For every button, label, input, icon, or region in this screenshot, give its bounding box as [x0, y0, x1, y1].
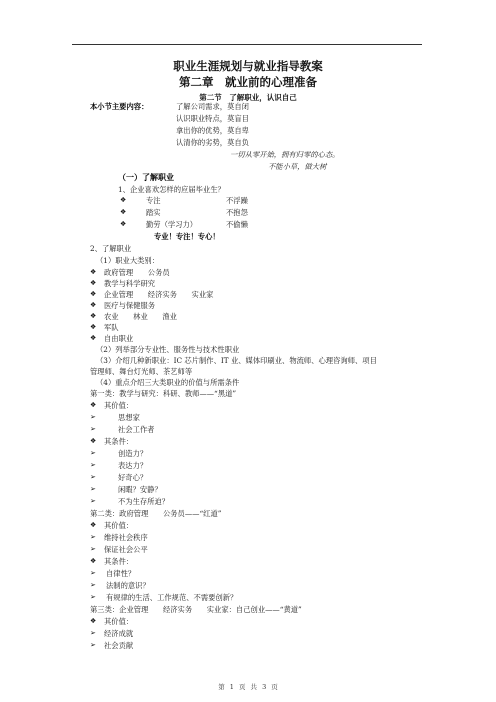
part1-heading: （一）了解职业	[118, 173, 174, 182]
arrow-bullet-icon: ➢	[90, 533, 96, 541]
diamond-bullet-icon: ❖	[90, 401, 97, 409]
intro-item: 认清你的劣势，莫自负	[176, 138, 249, 147]
diamond-bullet-icon: ❖	[90, 437, 97, 445]
category-item: 农业 林业 渔业	[104, 312, 177, 321]
diamond-bullet-icon: ❖	[90, 312, 97, 320]
arrow-bullet-icon: ➢	[90, 497, 96, 505]
question-text: 1、企业喜欢怎样的应届毕业生？	[118, 185, 225, 194]
values-label: 其价值：	[104, 521, 134, 530]
category-item: 自由职业	[104, 334, 134, 343]
list-item: 思想家	[118, 413, 140, 422]
arrow-bullet-icon: ➢	[90, 569, 96, 577]
intro-item: 认识职业特点，莫盲目	[176, 114, 249, 123]
category-heading: 第三类：企业管理 经济实务 实业家：自己创业——“黄道”	[90, 605, 302, 614]
trait-left: 专注	[146, 196, 161, 205]
quote-line: 不能小草，做大树	[268, 162, 327, 171]
diamond-bullet-icon: ❖	[90, 268, 97, 276]
list-item: 保证社会公平	[104, 545, 148, 554]
trait-right: 不浮躁	[226, 196, 248, 205]
diamond-bullet-icon: ❖	[90, 301, 97, 309]
category-item: 医疗与保健服务	[104, 301, 156, 310]
category-item: 政府管理 公务员	[104, 268, 170, 277]
list-item: 社会贡献	[104, 641, 134, 650]
page-footer: 第 1 页 共 3 页	[218, 683, 278, 691]
list-item: 创造力？	[118, 449, 148, 458]
diamond-bullet-icon: ❖	[90, 521, 97, 529]
conditions-label: 其条件：	[104, 437, 134, 446]
list-item: 闲暇？安静？	[118, 485, 162, 494]
list-item: 社会工作者	[118, 425, 155, 434]
arrow-bullet-icon: ➢	[90, 641, 96, 649]
diamond-bullet-icon: ❖	[120, 220, 127, 228]
diamond-bullet-icon: ❖	[120, 208, 127, 216]
trait-right: 不偷懒	[226, 220, 248, 229]
list-item: 维持社会秩序	[104, 533, 148, 542]
trait-left: 勤劳（学习力）	[146, 220, 198, 229]
list-item: 经济成就	[104, 629, 134, 638]
arrow-bullet-icon: ➢	[90, 629, 96, 637]
arrow-bullet-icon: ➢	[90, 581, 96, 589]
section-title: 第二节 了解职业，认识自己	[199, 93, 297, 102]
arrow-bullet-icon: ➢	[90, 449, 96, 457]
header-rule	[72, 44, 422, 45]
subheading: （1）职业大类别：	[96, 256, 160, 265]
diamond-bullet-icon: ❖	[90, 334, 97, 342]
trait-right: 不抱怨	[226, 208, 248, 217]
arrow-bullet-icon: ➢	[90, 425, 96, 433]
category-item: 军队	[104, 323, 119, 332]
category-item: 企业管理 经济实务 实业家	[104, 290, 214, 299]
list-item: 表达力？	[118, 461, 148, 470]
list-item: 自律性？	[106, 569, 136, 578]
intro-item: 了解公司需求，莫自闭	[176, 102, 249, 111]
diamond-bullet-icon: ❖	[90, 290, 97, 298]
subheading: （2）列举部分专业性、服务性与技术性职业	[96, 345, 240, 354]
diamond-bullet-icon: ❖	[120, 196, 127, 204]
category-item: 教学与科学研究	[104, 279, 156, 288]
list-item: 有规律的生活、工作规范、不需要创新？	[106, 593, 238, 602]
subheading: （4）重点介绍三大类职业的价值与所需条件	[96, 378, 240, 387]
subheading: （3）介绍几种新职业：IC 芯片制作、IT 业、媒体印刷业、物流师、心理咨询师、项目	[96, 356, 377, 365]
values-label: 其价值：	[104, 401, 134, 410]
document-title: 职业生涯规划与就业指导教案	[173, 59, 323, 73]
diamond-bullet-icon: ❖	[90, 557, 97, 565]
arrow-bullet-icon: ➢	[90, 545, 96, 553]
arrow-bullet-icon: ➢	[90, 413, 96, 421]
conditions-label: 其条件：	[104, 557, 134, 566]
arrow-bullet-icon: ➢	[90, 593, 96, 601]
diamond-bullet-icon: ❖	[90, 617, 97, 625]
list-item: 好奇心？	[118, 473, 148, 482]
arrow-bullet-icon: ➢	[90, 473, 96, 481]
list-item: 不为生存所迫？	[118, 497, 170, 506]
list-item: 法制的意识？	[106, 581, 150, 590]
intro-label: 本小节主要内容：	[90, 102, 149, 111]
diamond-bullet-icon: ❖	[90, 323, 97, 331]
trait-left: 踏实	[146, 208, 161, 217]
intro-item: 拿出你的优势，莫自卑	[176, 126, 249, 135]
values-label: 其价值：	[104, 617, 134, 626]
part2-heading: 2、了解职业	[90, 244, 132, 253]
quote-line: 一切从零开始，拥有归零的心态。	[230, 150, 340, 159]
subheading-continued: 管理师、舞台灯光师、茶艺师等	[90, 367, 193, 376]
arrow-bullet-icon: ➢	[90, 485, 96, 493]
arrow-bullet-icon: ➢	[90, 461, 96, 469]
chapter-title: 第二章 就业前的心理准备	[179, 75, 317, 89]
diamond-bullet-icon: ❖	[90, 279, 97, 287]
category-heading: 第二类：政府管理 公务员——“红道”	[90, 509, 222, 518]
category-heading: 第一类：教学与研究：科研、教师——“黑道”	[90, 389, 237, 398]
slogan: 专业！专注！专心！	[154, 232, 220, 241]
